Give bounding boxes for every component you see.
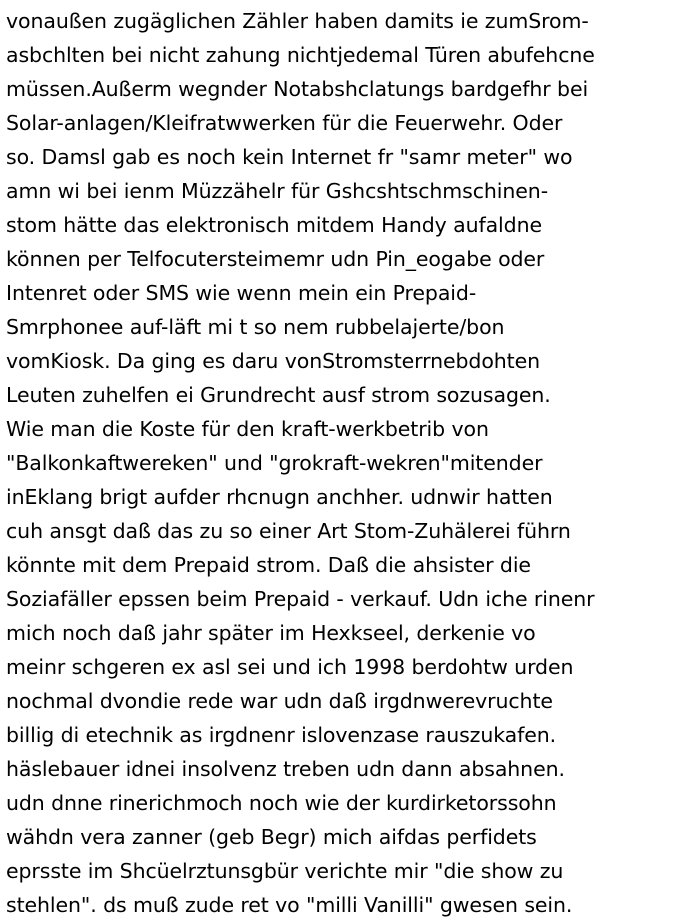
- text-line: können per Telfocutersteimemr udn Pin_eogabe oder: [6, 247, 545, 271]
- text-line: könnte mit dem Prepaid strom. Daß die ahsister die: [6, 553, 531, 577]
- text-line: Solar-anlagen/Kleifratwwerken für die Feuerwehr. Oder: [6, 111, 563, 135]
- text-line: amn wi bei ienm Müzzähelr für Gshcshtschmschinen-: [6, 179, 548, 203]
- text-line: Soziafäller epssen beim Prepaid - verkauf. Udn iche rinenr: [6, 587, 595, 611]
- text-line: stehlen". ds muß zude ret vo "milli Vanilli" gwesen sein.: [6, 893, 573, 917]
- text-line: eprsste im Shcüelrztunsgbür verichte mir "die show zu: [6, 859, 564, 883]
- text-line: häslebauer idnei insolvenz treben udn dann absahnen.: [6, 757, 565, 781]
- text-line: asbchlten bei nicht zahung nichtjedemal Türen abufehcne: [6, 43, 595, 67]
- text-line: udn dnne rinerichmoch noch wie der kurdirketorssohn: [6, 791, 557, 815]
- text-line: inEklang brigt aufder rhcnugn anchher. udnwir hatten: [6, 485, 553, 509]
- text-line: so. Damsl gab es noch kein Internet fr "samr meter" wo: [6, 145, 573, 169]
- text-line: müssen.Außerm wegnder Notabshclatungs bardgefhr bei: [6, 77, 589, 101]
- text-line: vomKiosk. Da ging es daru vonStromsterrnebdohten: [6, 349, 541, 373]
- text-line: Leuten zuhelfen ei Grundrecht ausf strom sozusagen.: [6, 383, 551, 407]
- text-line: nochmal dvondie rede war udn daß irgdnwerevruchte: [6, 689, 553, 713]
- text-line: billig di etechnik as irgdnenr islovenzase rauszukafen.: [6, 723, 557, 747]
- text-line: "Balkonkaftwereken" und "grokraft-wekren"mitender: [6, 451, 543, 475]
- text-line: Intenret oder SMS wie wenn mein ein Prepaid-: [6, 281, 477, 305]
- text-line: stom hätte das elektronisch mitdem Handy aufaldne: [6, 213, 542, 237]
- text-line: mich noch daß jahr später im Hexkseel, derkenie vo: [6, 621, 536, 645]
- text-line: Smrphonee auf-läft mi t so nem rubbelajerte/bon: [6, 315, 505, 339]
- text-line: vonaußen zugäglichen Zähler haben damits ie zumSrom-: [6, 9, 589, 33]
- text-line: wähdn vera zanner (geb Begr) mich aifdas perfidets: [6, 825, 537, 849]
- text-line: cuh ansgt daß das zu so einer Art Stom-Zuhälerei führn: [6, 519, 571, 543]
- text-line: meinr schgeren ex asl sei und ich 1998 berdohtw urden: [6, 655, 574, 679]
- text-line: Wie man die Koste für den kraft-werkbetrib von: [6, 417, 489, 441]
